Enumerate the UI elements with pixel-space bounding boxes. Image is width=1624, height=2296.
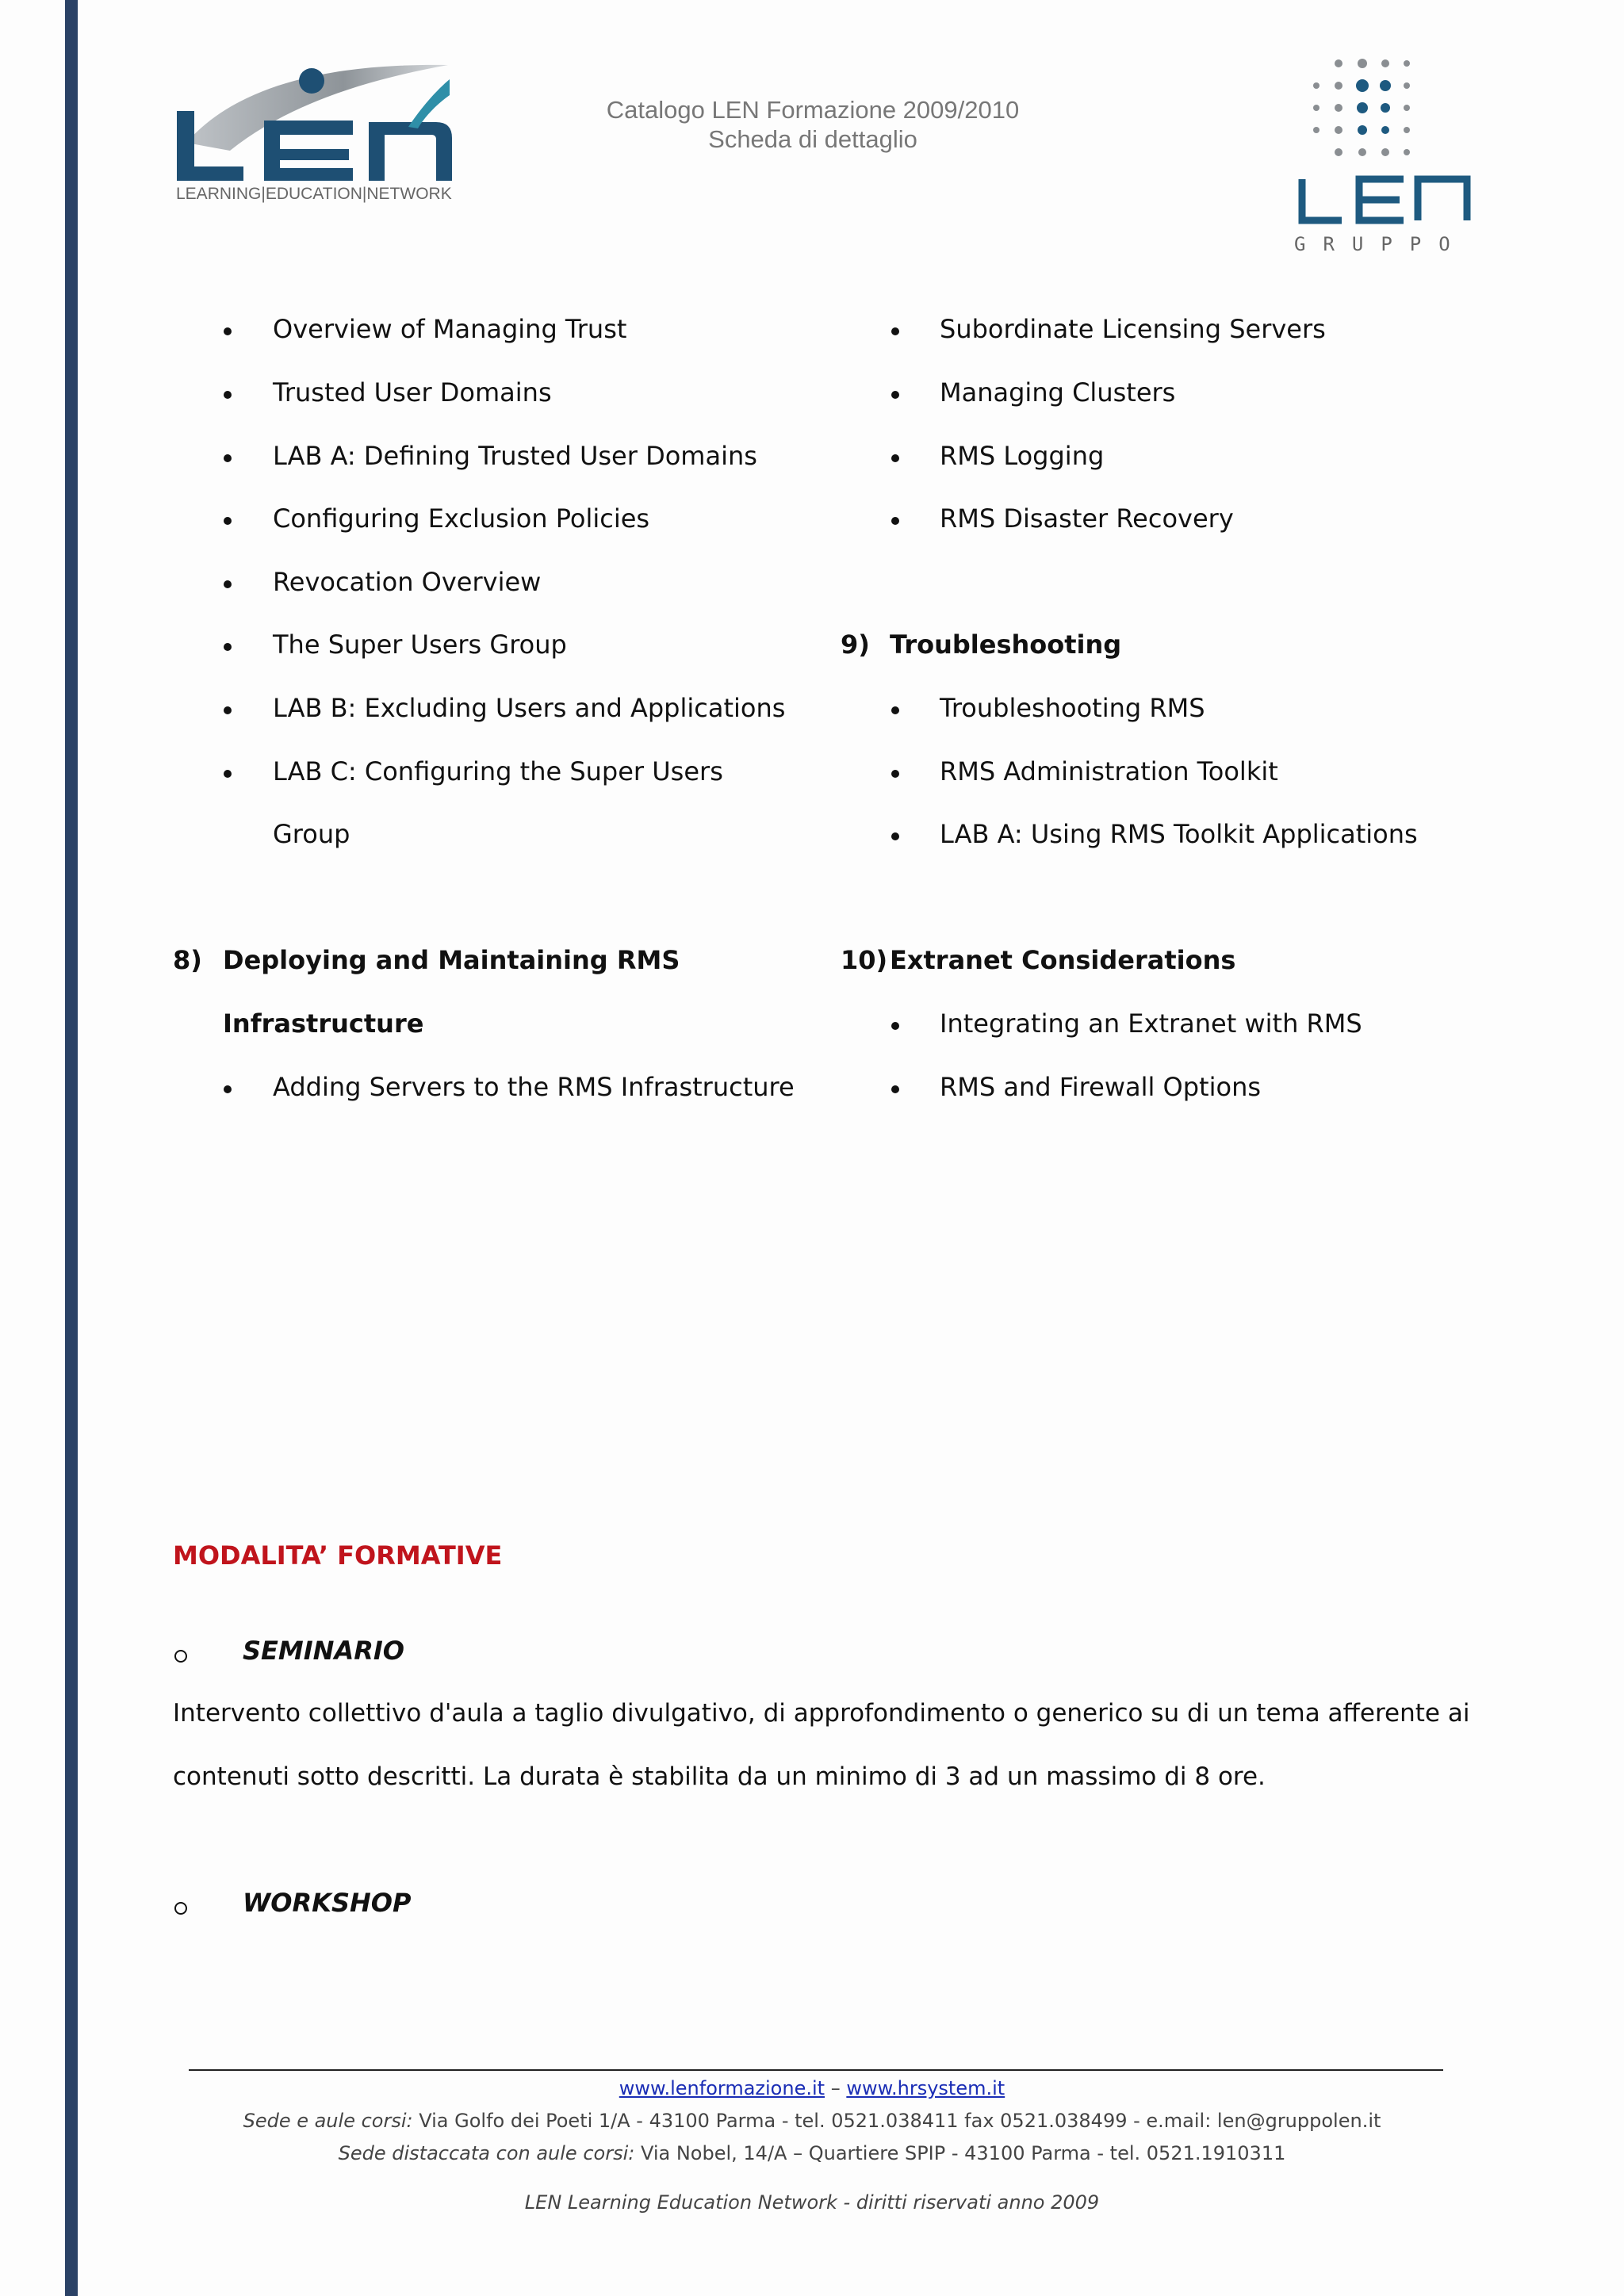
header-title xyxy=(547,95,1078,154)
bullet-icon xyxy=(891,1085,899,1093)
list-item: Managing Clusters xyxy=(940,377,1176,408)
section-title: Deploying and Maintaining RMS xyxy=(223,945,680,975)
list-item: Revocation Overview xyxy=(273,567,542,597)
section-title-continuation: Infrastructure xyxy=(223,1008,424,1039)
section-title: Extranet Considerations xyxy=(890,945,1236,975)
footer-divider xyxy=(189,2069,1443,2071)
bullet-icon xyxy=(891,517,899,525)
seminario-title: SEMINARIO xyxy=(243,1636,404,1666)
bullet-icon xyxy=(224,1085,232,1093)
bullet-icon xyxy=(891,391,899,399)
list-item: RMS Disaster Recovery xyxy=(940,503,1234,534)
footer-address-label: Sede e aule corsi: xyxy=(243,2110,413,2132)
footer-address-secondary xyxy=(79,2142,1545,2164)
list-item: Troubleshooting RMS xyxy=(940,693,1205,723)
list-item: LAB B: Excluding Users and Applications xyxy=(273,693,786,723)
bullet-icon xyxy=(891,1022,899,1030)
footer-links xyxy=(79,2077,1545,2099)
bullet-icon xyxy=(224,391,232,399)
list-item: Overview of Managing Trust xyxy=(273,314,627,344)
footer-branch-label: Sede distaccata con aule corsi: xyxy=(338,2142,635,2164)
section-number: 8) xyxy=(173,945,202,975)
modalita-heading: MODALITA’ FORMATIVE xyxy=(173,1540,503,1571)
list-item: LAB C: Configuring the Super Users xyxy=(273,756,723,786)
gruppo-text: GRUPPO xyxy=(1294,233,1468,255)
bullet-icon xyxy=(891,327,899,335)
list-item: Configuring Exclusion Policies xyxy=(273,503,650,534)
footer-copyright: LEN Learning Education Network - diritti riservati anno 2009 xyxy=(524,2191,1100,2214)
catalog-subtitle: Scheda di dettaglio xyxy=(708,125,917,153)
bullet-icon xyxy=(224,517,232,525)
list-item: RMS Logging xyxy=(940,441,1105,471)
circle-bullet-icon xyxy=(174,1650,187,1663)
list-item: Trusted User Domains xyxy=(273,377,552,408)
list-item: Adding Servers to the RMS Infrastructure xyxy=(273,1072,795,1102)
bullet-icon xyxy=(891,832,899,840)
footer-address-main xyxy=(79,2110,1545,2132)
circle-bullet-icon xyxy=(174,1902,187,1915)
footer-separator: – xyxy=(825,2077,847,2099)
len-logo-tagline: LEARNING|EDUCATION|NETWORK xyxy=(176,185,452,203)
bullet-icon xyxy=(224,454,232,462)
bullet-icon xyxy=(224,327,232,335)
list-item: Subordinate Licensing Servers xyxy=(940,314,1326,344)
list-item: LAB A: Defining Trusted User Domains xyxy=(273,441,757,471)
footer-address-text: Via Golfo dei Poeti 1/A - 43100 Parma - tel. 0521.038411 fax 0521.038499 - e.mail: len@gruppolen.it xyxy=(412,2110,1381,2132)
lenformazione-link[interactable]: www.lenformazione.it xyxy=(619,2077,825,2099)
list-item-continuation: Group xyxy=(273,819,350,849)
bullet-icon xyxy=(224,706,232,714)
workshop-title: WORKSHOP xyxy=(243,1888,412,1918)
section-number: 10) xyxy=(841,945,888,975)
list-item: Integrating an Extranet with RMS xyxy=(940,1008,1362,1039)
seminario-description-line2: contenuti sotto descritti. La durata è stabilita da un minimo di 3 ad un massimo di 8 ore. xyxy=(173,1762,1266,1791)
left-margin-bar xyxy=(65,0,78,2296)
section-title: Troubleshooting xyxy=(890,629,1122,660)
list-item: RMS and Firewall Options xyxy=(940,1072,1262,1102)
bullet-icon xyxy=(224,770,232,778)
bullet-icon xyxy=(224,643,232,651)
bullet-icon xyxy=(224,580,232,588)
bullet-icon xyxy=(891,770,899,778)
list-item: The Super Users Group xyxy=(273,629,567,660)
len-gruppo-logo xyxy=(1293,54,1475,260)
list-item: RMS Administration Toolkit xyxy=(940,756,1278,786)
hrsystem-link[interactable]: www.hrsystem.it xyxy=(846,2077,1005,2099)
footer-branch-text: Via Nobel, 14/A – Quartiere SPIP - 43100 Parma - tel. 0521.1910311 xyxy=(634,2142,1286,2164)
list-item: LAB A: Using RMS Toolkit Applications xyxy=(940,819,1418,849)
bullet-icon xyxy=(891,454,899,462)
catalog-title: Catalogo LEN Formazione 2009/2010 xyxy=(606,96,1020,124)
seminario-description-line1: Intervento collettivo d'aula a taglio divulgativo, di approfondimento o generico su di un tema afferente ai xyxy=(173,1699,1470,1728)
section-number: 9) xyxy=(841,629,870,660)
bullet-icon xyxy=(891,706,899,714)
